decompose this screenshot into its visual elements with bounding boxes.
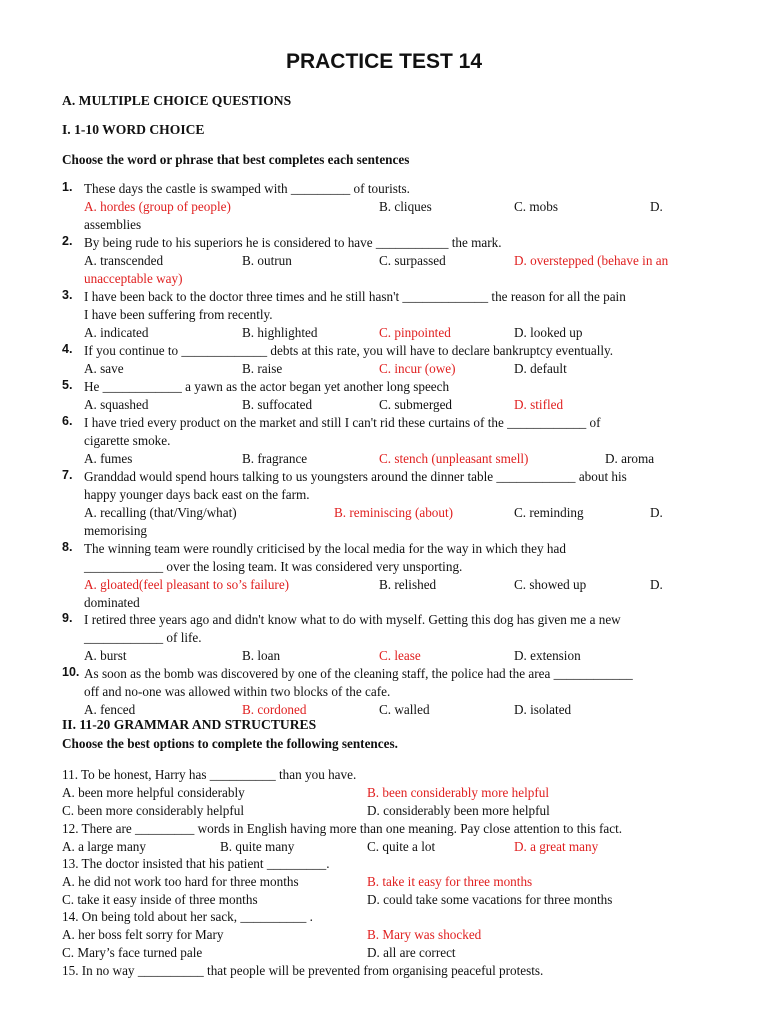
option-d-answer: D. a great many: [514, 839, 599, 854]
option-d: D. extension: [514, 648, 581, 663]
question-stem: By being rude to his superiors he is considered to have ___________ the mark.: [84, 235, 502, 250]
option-b-answer: B. reminiscing (about): [334, 505, 454, 520]
question-9: [62, 611, 712, 665]
part2-heading: II. 11-20 GRAMMAR AND STRUCTURES: [62, 717, 317, 732]
option-b: B. suffocated: [242, 397, 313, 412]
option-a: A. transcended: [84, 253, 164, 268]
question-12: [62, 820, 712, 856]
option-b: B. quite many: [220, 839, 295, 854]
option-d: D.: [650, 577, 663, 592]
question-stem: 15. In no way __________ that people will be prevented from organising peaceful protests.: [62, 963, 544, 978]
question-stem: The winning team were roundly criticised by the local media for the way in which they had: [84, 541, 566, 556]
option-c: C. quite a lot: [367, 839, 436, 854]
question-number: 3.: [62, 288, 73, 302]
question-stem: 14. On being told about her sack, __________ .: [62, 909, 313, 924]
question-1: [62, 180, 712, 234]
option-a-answer: A. gloated(feel pleasant to so’s failure): [84, 577, 290, 592]
option-d-wrap: dominated: [84, 595, 140, 610]
question-stem-cont: cigarette smoke.: [84, 433, 171, 448]
option-c-answer: C. incur (owe): [379, 361, 456, 376]
question-stem-cont: off and no-one was allowed within two blocks of the cafe.: [84, 684, 391, 699]
option-a: A. fumes: [84, 451, 133, 466]
question-number: 6.: [62, 414, 73, 428]
option-d: D. default: [514, 361, 567, 376]
option-a: A. squashed: [84, 397, 149, 412]
page-title: PRACTICE TEST 14: [285, 50, 483, 73]
part2-instruction: Choose the best options to complete the following sentences.: [62, 736, 398, 751]
option-a: A. indicated: [84, 325, 149, 340]
option-c: C. surpassed: [379, 253, 446, 268]
question-number: 10.: [62, 665, 80, 679]
option-c: C. showed up: [514, 577, 587, 592]
option-d: D. all are correct: [367, 945, 456, 960]
question-10: [62, 665, 712, 719]
part1-heading: I. 1-10 WORD CHOICE: [62, 122, 205, 137]
option-a-answer: A. hordes (group of people): [84, 199, 231, 214]
question-2: [62, 234, 712, 288]
question-3: [62, 288, 712, 342]
option-b: B. highlighted: [242, 325, 318, 340]
question-stem: If you continue to _____________ debts at this rate, you will have to declare bankruptcy eventually.: [84, 343, 614, 358]
option-c: C. Mary’s face turned pale: [62, 945, 203, 960]
option-d-wrap: assemblies: [84, 217, 142, 232]
option-d: D. looked up: [514, 325, 583, 340]
option-d-wrap: unacceptable way): [84, 271, 183, 286]
question-stem: 13. The doctor insisted that his patient _________.: [62, 856, 330, 871]
option-b: B. fragrance: [242, 451, 308, 466]
option-d: D. could take some vacations for three months: [367, 892, 613, 907]
question-7: [62, 468, 712, 540]
question-15: [62, 962, 712, 980]
question-stem: As soon as the bomb was discovered by one of the cleaning staff, the police had the area ____________: [84, 666, 633, 681]
option-c: C. mobs: [514, 199, 558, 214]
question-number: 4.: [62, 342, 73, 356]
question-stem: He ____________ a yawn as the actor began yet another long speech: [84, 379, 450, 394]
option-c: C. submerged: [379, 397, 453, 412]
question-number: 5.: [62, 378, 73, 392]
section-a-heading: A. MULTIPLE CHOICE QUESTIONS: [62, 93, 292, 108]
question-stem-cont: happy younger days back east on the farm.: [84, 487, 310, 502]
option-c-answer: C. lease: [379, 648, 421, 663]
option-b-answer: B. Mary was shocked: [367, 927, 482, 942]
question-5: [62, 378, 712, 414]
option-d: D.: [650, 505, 663, 520]
question-number: 8.: [62, 540, 73, 554]
question-number: 9.: [62, 611, 73, 625]
question-number: 2.: [62, 234, 73, 248]
question-4: [62, 342, 712, 378]
question-stem: I have been back to the doctor three times and he still hasn't _____________ the reason for all the pain: [84, 289, 626, 304]
option-a: A. save: [84, 361, 124, 376]
option-c: C. reminding: [514, 505, 584, 520]
question-stem-cont: ____________ of life.: [84, 630, 202, 645]
question-8: [62, 540, 712, 612]
question-6: [62, 414, 712, 468]
option-d: D. considerably been more helpful: [367, 803, 550, 818]
question-stem: These days the castle is swamped with _________ of tourists.: [84, 181, 410, 196]
option-c: C. been more considerably helpful: [62, 803, 245, 818]
option-d: D. aroma: [605, 451, 655, 466]
option-a: A. been more helpful considerably: [62, 785, 245, 800]
question-stem-cont: I have been suffering from recently.: [84, 307, 273, 322]
option-c: C. take it easy inside of three months: [62, 892, 258, 907]
option-b: B. relished: [379, 577, 437, 592]
question-stem: 11. To be honest, Harry has __________ than you have.: [62, 767, 357, 782]
option-d-wrap: memorising: [84, 523, 148, 538]
question-stem: 12. There are _________ words in English having more than one meaning. Pay close attention to this fact.: [62, 821, 623, 836]
option-a: A. her boss felt sorry for Mary: [62, 927, 224, 942]
option-c: C. walled: [379, 702, 430, 717]
question-stem: Granddad would spend hours talking to us youngsters around the dinner table ____________ about his: [84, 469, 627, 484]
part1-instruction: Choose the word or phrase that best completes each sentences: [62, 152, 410, 167]
option-a: A. recalling (that/Ving/what): [84, 505, 237, 520]
question-stem-cont: ____________ over the losing team. It was considered very unsporting.: [84, 559, 463, 574]
option-a: A. fenced: [84, 702, 136, 717]
option-b: B. loan: [242, 648, 281, 663]
question-number: 1.: [62, 180, 73, 194]
option-c-answer: C. pinpointed: [379, 325, 451, 340]
option-d: D. isolated: [514, 702, 572, 717]
option-b-answer: B. been considerably more helpful: [367, 785, 550, 800]
option-d-answer: D. overstepped (behave in an: [514, 253, 669, 268]
option-a: A. he did not work too hard for three months: [62, 874, 299, 889]
option-d-answer: D. stifled: [514, 397, 564, 412]
option-b: B. outrun: [242, 253, 292, 268]
option-a: A. a large many: [62, 839, 146, 854]
option-a: A. burst: [84, 648, 127, 663]
question-stem: I have tried every product on the market and still I can't rid these curtains of the ____________ of: [84, 415, 601, 430]
option-b-answer: B. cordoned: [242, 702, 307, 717]
question-14: [62, 908, 712, 962]
question-13: [62, 855, 712, 909]
question-11: [62, 766, 712, 820]
option-b-answer: B. take it easy for three months: [367, 874, 533, 889]
question-number: 7.: [62, 468, 73, 482]
option-c-answer: C. stench (unpleasant smell): [379, 451, 529, 466]
question-stem: I retired three years ago and didn't know what to do with myself. Getting this dog has given me a new: [84, 612, 621, 627]
option-d: D.: [650, 199, 663, 214]
option-b: B. cliques: [379, 199, 432, 214]
option-b: B. raise: [242, 361, 283, 376]
